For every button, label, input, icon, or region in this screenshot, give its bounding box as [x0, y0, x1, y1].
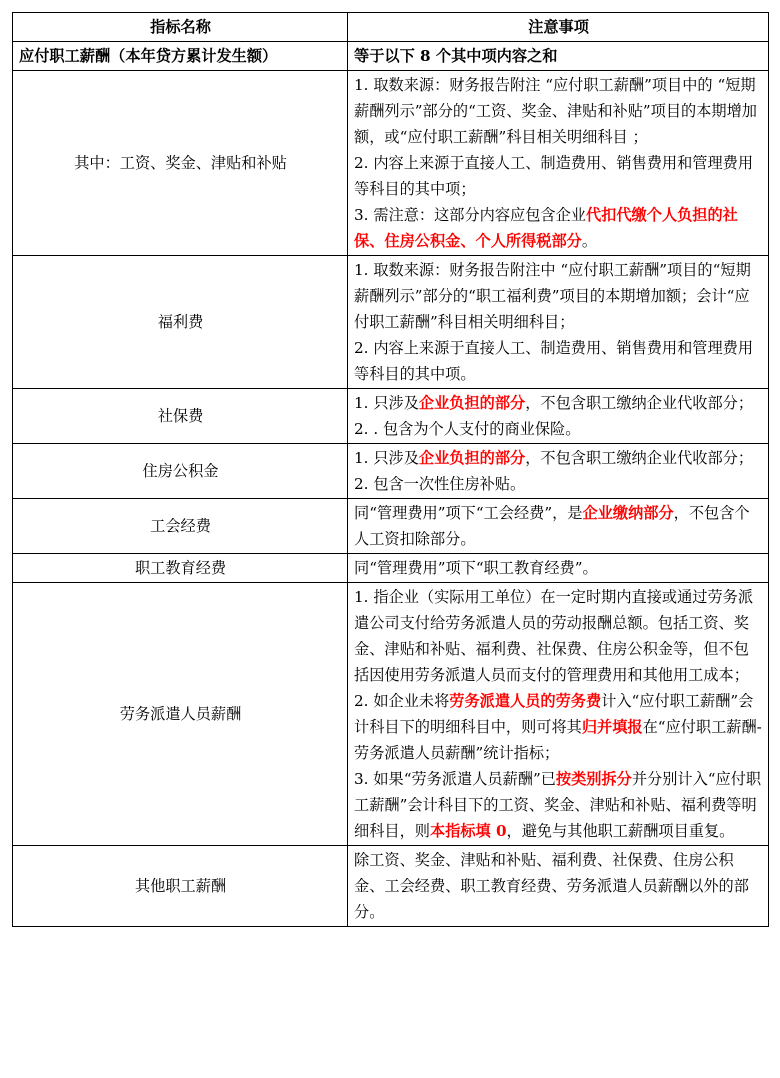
note-text: 同“管理费用”项下“工会经费”，是 [354, 504, 583, 522]
note-text: 2. 内容上来源于直接人工、制造费用、销售费用和管理费用等科目的其中项。 [354, 339, 754, 383]
note-text: 并分别计入“应付职工薪酬”会计科目下的工资、奖金、津贴和补贴、福利费等明细科目，则 [354, 770, 762, 840]
table-row [13, 71, 769, 256]
emphasis-text: 代扣代缴个人负担的社保、住房公积金、个人所得税部分 [354, 206, 738, 250]
note-line [354, 500, 763, 552]
note-text: 2. . 包含为个人支付的商业保险。 [354, 420, 581, 438]
note-text: 2. 包含一次性住房补贴。 [354, 475, 526, 493]
note-text: ，不包含个人工资扣除部分。 [354, 504, 750, 548]
header-notes: 注意事项 [348, 13, 769, 42]
note-text: 2. 内容上来源于直接人工、制造费用、销售费用和管理费用等科目的其中项； [354, 154, 754, 198]
table-row [13, 256, 769, 389]
note-text: 1. 取数来源：财务报告附注 “应付职工薪酬”项目中的 “短期薪酬列示”部分的“工资、奖金、津贴和补贴”项目的本期增加额，或“应付职工薪酬”科目相关明细科目 ； [354, 76, 757, 146]
note-text: ，不包含职工缴纳企业代收部分； [525, 394, 754, 412]
note-text: 1. 指企业（实际用工单位）在一定时期内直接或通过劳务派遣公司支付给劳务派遣人员的劳动报酬总额。包括工资、奖金、津贴和补贴、福利费、社保费、住房公积金等，但不包括因使用劳务派遣人员而支付的管理费用和其他用工成本； [354, 588, 754, 684]
note-text: 计入“应付职工薪酬”会计科目下的明细科目中，则可将其 [354, 692, 754, 736]
table-row [13, 554, 769, 583]
indicator-note [348, 256, 769, 389]
note-line [354, 766, 763, 844]
note-text: 3. 需注意：这部分内容应包含企业 [354, 206, 586, 224]
indicator-name: 劳务派遣人员薪酬 [13, 583, 348, 846]
summary-indicator-name: 应付职工薪酬（本年贷方累计发生额） [13, 42, 348, 71]
note-text: 1. 取数来源：财务报告附注中 “应付职工薪酬”项目的“短期薪酬列示”部分的“职工福利费”项目的本期增加额；会计“应付职工薪酬”科目相关明细科目； [354, 261, 751, 331]
emphasis-text: 按类别拆分 [555, 770, 632, 788]
header-indicator-name: 指标名称 [13, 13, 348, 42]
summary-note: 等于以下 8 个其中项内容之和 [348, 42, 769, 71]
note-text: 1. 只涉及 [354, 394, 419, 412]
emphasis-text: 企业负担的部分 [418, 394, 526, 412]
emphasis-text: 企业负担的部分 [418, 449, 526, 467]
table-header-row [13, 13, 769, 42]
indicator-name: 其中：工资、奖金、津贴和补贴 [13, 71, 348, 256]
note-text: 3. 如果“劳务派遣人员薪酬”已 [354, 770, 556, 788]
indicator-table [12, 12, 769, 927]
note-line [354, 584, 763, 688]
table-row [13, 583, 769, 846]
note-line [354, 257, 763, 335]
summary-row [13, 42, 769, 71]
note-line [354, 471, 763, 497]
indicator-name: 福利费 [13, 256, 348, 389]
note-line [354, 150, 763, 202]
note-line [354, 416, 763, 442]
note-text: 同“管理费用”项下“职工教育经费”。 [354, 559, 598, 577]
note-line [354, 445, 763, 471]
note-line [354, 688, 763, 766]
indicator-note [348, 71, 769, 256]
indicator-name: 工会经费 [13, 499, 348, 554]
note-line [354, 335, 763, 387]
table-row [13, 499, 769, 554]
table-row [13, 389, 769, 444]
note-text: 2. 如企业未将 [354, 692, 450, 710]
emphasis-text: 本指标填 0 [429, 822, 507, 840]
indicator-note [348, 389, 769, 444]
emphasis-text: 归并填报 [581, 718, 643, 736]
note-line [354, 555, 763, 581]
note-text: 1. 只涉及 [354, 449, 419, 467]
note-text: ，避免与其他职工薪酬项目重复。 [506, 822, 735, 840]
indicator-note [348, 554, 769, 583]
indicator-name: 其他职工薪酬 [13, 846, 348, 927]
note-text: ，不包含职工缴纳企业代收部分； [525, 449, 754, 467]
indicator-name: 职工教育经费 [13, 554, 348, 583]
indicator-note [348, 444, 769, 499]
indicator-name: 住房公积金 [13, 444, 348, 499]
note-text: 除工资、奖金、津贴和补贴、福利费、社保费、住房公积金、工会经费、职工教育经费、劳务派遣人员薪酬以外的部分。 [354, 851, 749, 921]
note-text: 。 [581, 232, 597, 250]
indicator-note [348, 583, 769, 846]
note-line [354, 202, 763, 254]
emphasis-text: 企业缴纳部分 [582, 504, 674, 522]
indicator-note [348, 846, 769, 927]
note-text: 在“应付职工薪酬-劳务派遣人员薪酬”统计指标； [354, 718, 762, 762]
note-line [354, 390, 763, 416]
table-row [13, 444, 769, 499]
note-line [354, 72, 763, 150]
table-row [13, 846, 769, 927]
indicator-name: 社保费 [13, 389, 348, 444]
emphasis-text: 劳务派遣人员的劳务费 [449, 692, 602, 710]
indicator-note [348, 499, 769, 554]
note-line [354, 847, 763, 925]
